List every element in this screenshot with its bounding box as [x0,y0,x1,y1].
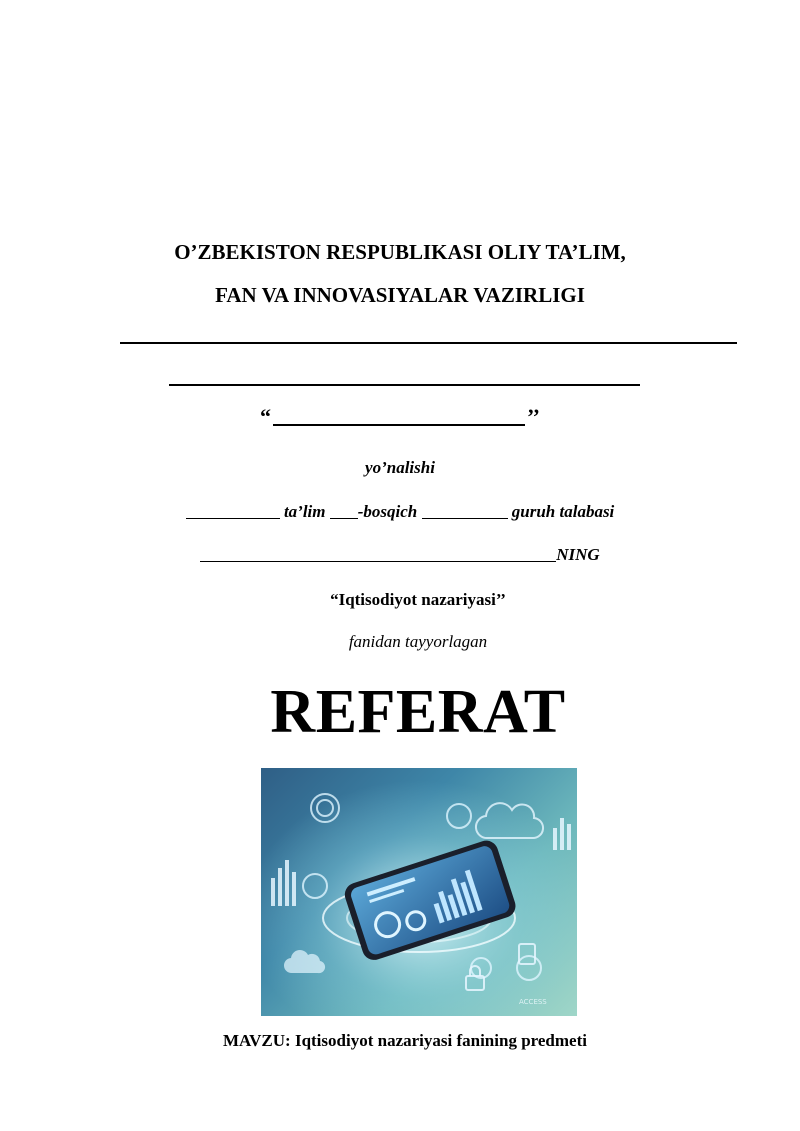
student-line [0,501,800,523]
close-quote: ’’ [526,404,541,429]
student-line-part1: ta’lim [283,502,326,521]
subject-title: “Iqtisodiyot nazariyasi’’ [330,590,506,609]
student-line-part3: guruh talabasi [511,502,615,521]
smartphone-analytics-illustration [261,768,577,1016]
ministry-title-line1: O’ZBEKISTON RESPUBLIKASI OLIY TA’LIM, [174,240,626,264]
subject-caption: fanidan tayyorlagan [348,632,488,651]
topic-line: MAVZU: Iqtisodiyot nazariyasi fanining predmeti [223,1031,587,1050]
student-name-blank [200,547,556,562]
direction-label: yo’nalishi [365,458,435,477]
document-type: REFERAT [270,678,566,746]
course-blank [186,504,280,519]
faculty-quote-line [0,402,800,432]
student-line-part2: -bosqich [357,502,418,521]
name-suffix: NING [556,545,600,564]
group-blank [422,504,508,519]
stage-blank [330,504,358,519]
open-quote: “ [259,404,271,429]
faculty-blank [273,402,525,426]
ministry-title-line2: FAN VA INNOVASIYALAR VAZIRLIGI [215,283,585,307]
illustration-caption: ACCESS [519,998,547,1006]
institution-line-2 [169,384,640,386]
illustration-svg [261,768,577,1016]
student-name-line [0,544,800,566]
institution-line-1 [120,342,737,344]
